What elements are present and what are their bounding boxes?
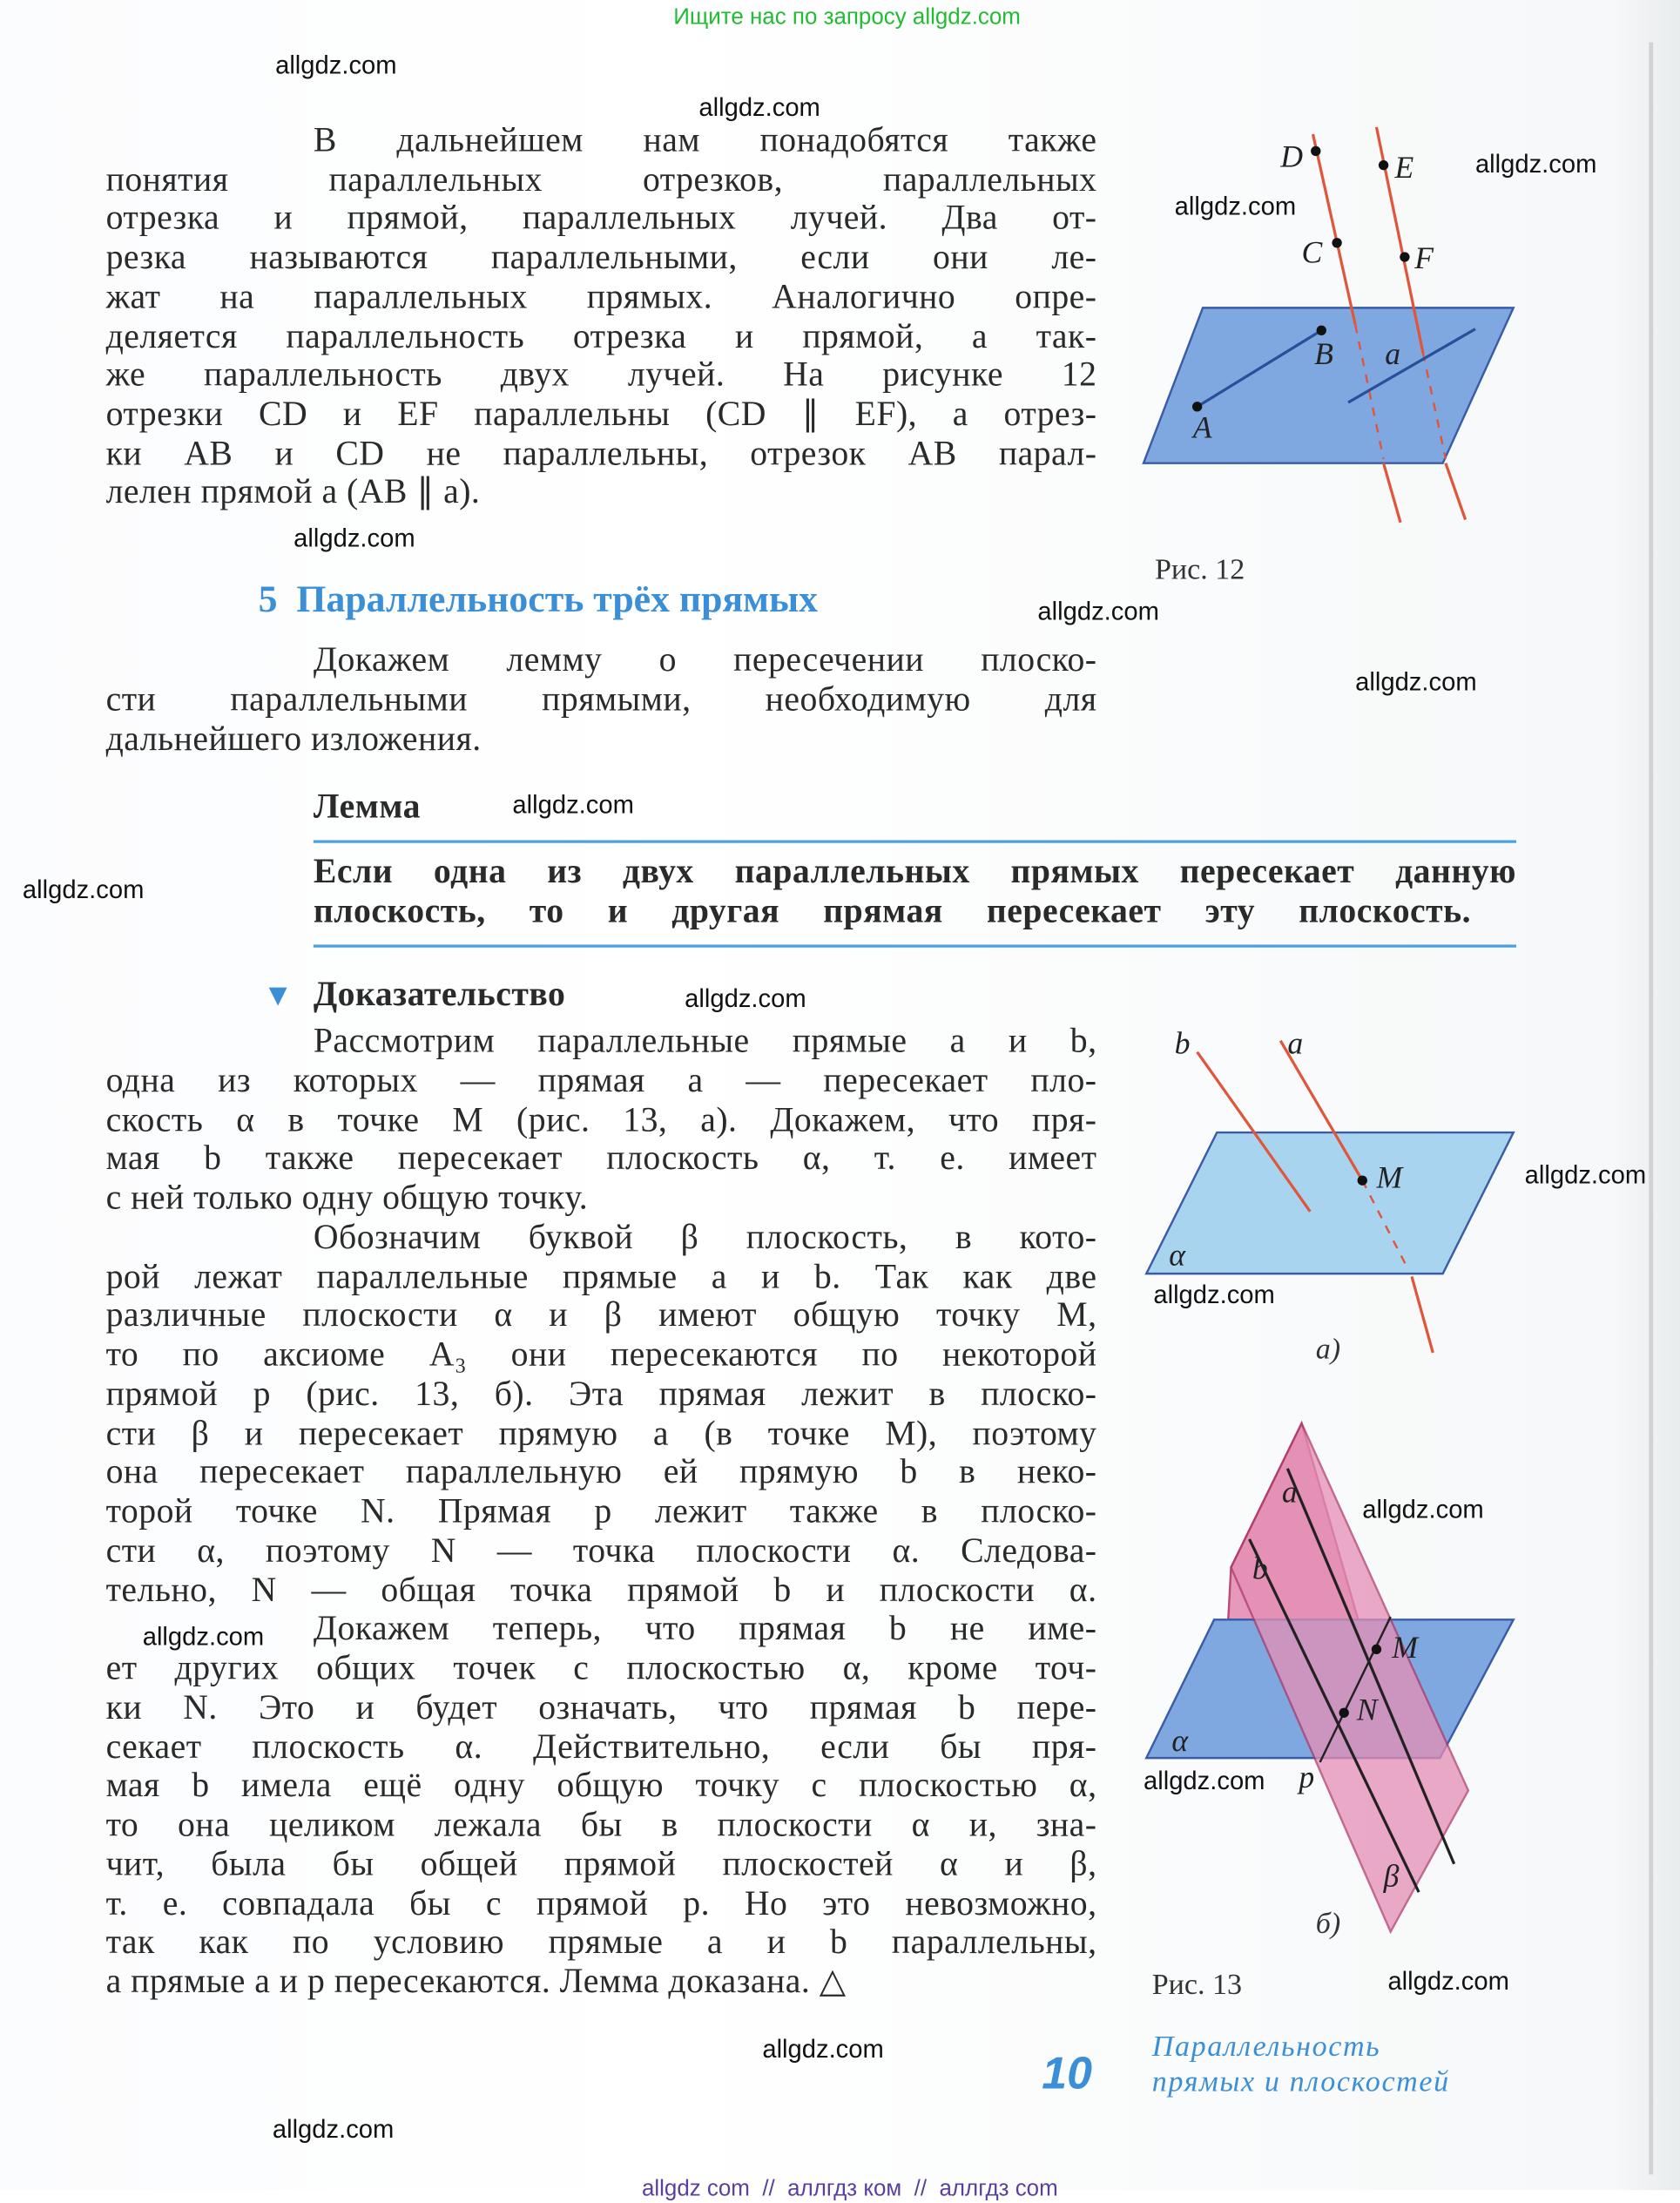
figure-label: β [1383, 1858, 1400, 1894]
proof-line: торой точке N. Прямая p лежит также в плоско- [105, 1492, 1097, 1531]
watermark-link[interactable]: allgdz.com [685, 983, 806, 1013]
paragraph-line: Докажем лемму о пересечении плоско- [313, 640, 1097, 679]
proof-marker-icon: ▼ [262, 976, 293, 1013]
watermark-link[interactable]: allgdz.com [1037, 597, 1159, 626]
watermark-link[interactable]: allgdz.com [512, 790, 634, 820]
proof-line: ет других общих точек с плоскостью α, кроме точ- [105, 1649, 1097, 1688]
paragraph-line: деляется параллельность отрезка и прямой, а так- [105, 316, 1097, 355]
watermark-link[interactable]: allgdz.com [1362, 1495, 1484, 1524]
figure-mark [1332, 238, 1341, 247]
proof-line: Обозначим буквой β плоскость, в кото- [313, 1218, 1097, 1257]
figure-mark [1372, 1645, 1381, 1654]
bottom-banner[interactable]: allgdz com // аллгдз ком // аллгдз com [641, 2177, 1058, 2202]
proof-heading: Доказательство [313, 976, 566, 1014]
paragraph-line: жат на параллельных прямых. Аналогично опре- [105, 278, 1097, 316]
fig12-caption: Рис. 12 [1154, 551, 1245, 586]
label-f: F [1414, 240, 1434, 275]
label-a-point: A [1192, 409, 1212, 445]
proof-line: ки N. Это и будет означать, что прямая b пере- [105, 1688, 1097, 1727]
proof-line: так как по условию прямые a и b параллельны, [105, 1923, 1097, 1962]
paragraph-line: лелен прямой a (AB ∥ a). [105, 473, 481, 512]
proof-line: рой лежат параллельные прямые a и b. Так как две [105, 1257, 1097, 1296]
proof-line: Докажем теперь, что прямая b не име- [313, 1610, 1097, 1649]
proof-line: то она целиком лежала бы в плоскости α и, зна- [105, 1806, 1097, 1845]
figure-mark [1198, 1052, 1229, 1096]
label-e: E [1394, 150, 1414, 186]
watermark-link[interactable]: allgdz.com [1387, 1967, 1509, 1996]
lemma-line: плоскость, то и другая прямая пересекает эту плоскость. [313, 892, 1472, 931]
watermark-link[interactable]: allgdz.com [272, 2115, 395, 2144]
proof-line: Рассмотрим параллельные прямые a и b, [313, 1022, 1097, 1061]
proof-line: сти α, поэтому N — точка плоскости α. Следова- [105, 1531, 1097, 1571]
watermark-link[interactable]: allgdz.com [22, 875, 145, 904]
section-heading: 5 Параллельность трёх прямых [258, 577, 819, 620]
figure-label: N [1356, 1692, 1378, 1727]
line-ef-below [1446, 463, 1466, 520]
proof-line: то по аксиоме A₃ они пересекаются по некоторой [105, 1335, 1097, 1375]
proof-line: прямой p (рис. 13, б). Эта прямая лежит в плоско- [105, 1375, 1097, 1414]
paragraph-line: ки AB и CD не параллельны, отрезок AB парал- [105, 434, 1097, 473]
paragraph-line: отрезка и прямой, параллельных лучей. Два от- [105, 199, 1097, 238]
paragraph-line: отрезки CD и EF параллельны (CD ∥ EF), а отрез- [105, 395, 1097, 434]
proof-line: тельно, N — общая точка прямой b и плоскости α. [105, 1571, 1097, 1610]
watermark-link[interactable]: allgdz.com [762, 2034, 884, 2064]
proof-line: сти β и пересекает прямую a (в точке M), поэтому [105, 1414, 1097, 1453]
proof-line: а прямые a и p пересекаются. Лемма доказана. △ [105, 1963, 847, 2001]
figure-mark [1412, 1276, 1433, 1353]
figure-mark [1358, 1175, 1367, 1185]
top-banner[interactable]: Ищите нас по запросу allgdz.com [673, 5, 1021, 30]
watermark-link[interactable]: allgdz.com [1144, 1766, 1265, 1795]
watermark-link[interactable]: allgdz.com [293, 524, 415, 552]
fig13b-caption: б) [1315, 1906, 1341, 1941]
watermark-link[interactable]: allgdz.com [1153, 1281, 1275, 1309]
proof-line: чит, была бы общей прямой плоскостей α и β, [105, 1845, 1097, 1884]
lemma-heading: Лемма [313, 787, 421, 827]
plane-alpha [1146, 1132, 1513, 1274]
proof-line: мая b также пересекает плоскость α, т. е. имеет [105, 1139, 1097, 1179]
figure-label: M [1376, 1159, 1403, 1195]
figure-mark [1400, 252, 1409, 261]
line-cd [1313, 134, 1356, 325]
watermark-link[interactable]: allgdz.com [1174, 192, 1297, 220]
figure-mark [1311, 146, 1320, 156]
figure-label: p [1299, 1760, 1315, 1795]
watermark-link[interactable]: allgdz.com [1474, 149, 1597, 179]
proof-line: одна из которых — прямая a — пересекает пло- [105, 1061, 1097, 1100]
proof-line: т. е. совпадала бы с прямой p. Но это невозможно, [105, 1884, 1097, 1923]
watermark-link[interactable]: allgdz.com [1355, 667, 1477, 697]
figure-label: M [1392, 1630, 1419, 1666]
figure-mark [1379, 160, 1388, 170]
figure-mark [1339, 1708, 1349, 1718]
proof-line: различные плоскости α и β имеют общую точку M, [105, 1296, 1097, 1335]
lemma-line: Если одна из двух параллельных прямых пересекает данную [313, 853, 1516, 891]
figure-label: a [1281, 1474, 1298, 1510]
watermark-link[interactable]: allgdz.com [275, 51, 397, 79]
proof-line: секает плоскость α. Действительно, если бы пря- [105, 1727, 1097, 1767]
fig13-caption: Рис. 13 [1151, 1967, 1243, 2001]
paragraph-line: сти параллельными прямыми, необходимую для [105, 679, 1097, 719]
paragraph-line: дальнейшего изложения. [105, 720, 482, 758]
figure-label: α [1169, 1237, 1185, 1273]
proof-line: с ней только одну общую точку. [105, 1179, 589, 1218]
paragraph-line: резка называются параллельными, если они ле- [105, 239, 1097, 277]
paragraph-line: же параллельность двух лучей. На рисунке 12 [105, 355, 1097, 395]
chapter-title: Параллельность прямых и плоскостей [1151, 2029, 1450, 2098]
watermark-link[interactable]: allgdz.com [1524, 1160, 1647, 1189]
watermark-link[interactable]: allgdz.com [142, 1622, 265, 1651]
figure-label: a [1287, 1025, 1304, 1061]
fig13a-caption: а) [1315, 1331, 1341, 1366]
watermark-link[interactable]: allgdz.com [698, 92, 820, 122]
paragraph-line: В дальнейшем нам понадобятся также [313, 121, 1097, 160]
proof-line: мая b имела ещё одну общую точку с плоскостью α, [105, 1767, 1097, 1806]
line-cd-below [1384, 463, 1400, 523]
figure-label: b [1252, 1551, 1268, 1586]
page-number: 10 [1042, 2047, 1092, 2098]
paragraph-line: понятия параллельных отрезков, параллельных [105, 160, 1097, 199]
label-d: D [1280, 139, 1303, 174]
figure-label: b [1174, 1025, 1191, 1061]
figure-label: α [1171, 1723, 1189, 1759]
label-a-line: a [1385, 336, 1401, 372]
proof-line: она пересекает параллельную ей прямую b в неко- [105, 1453, 1097, 1492]
label-b: B [1314, 336, 1333, 372]
proof-line: скость α в точке M (рис. 13, а). Докажем, что пря- [105, 1100, 1097, 1139]
figure-mark [1317, 326, 1326, 335]
label-c: C [1301, 234, 1323, 270]
